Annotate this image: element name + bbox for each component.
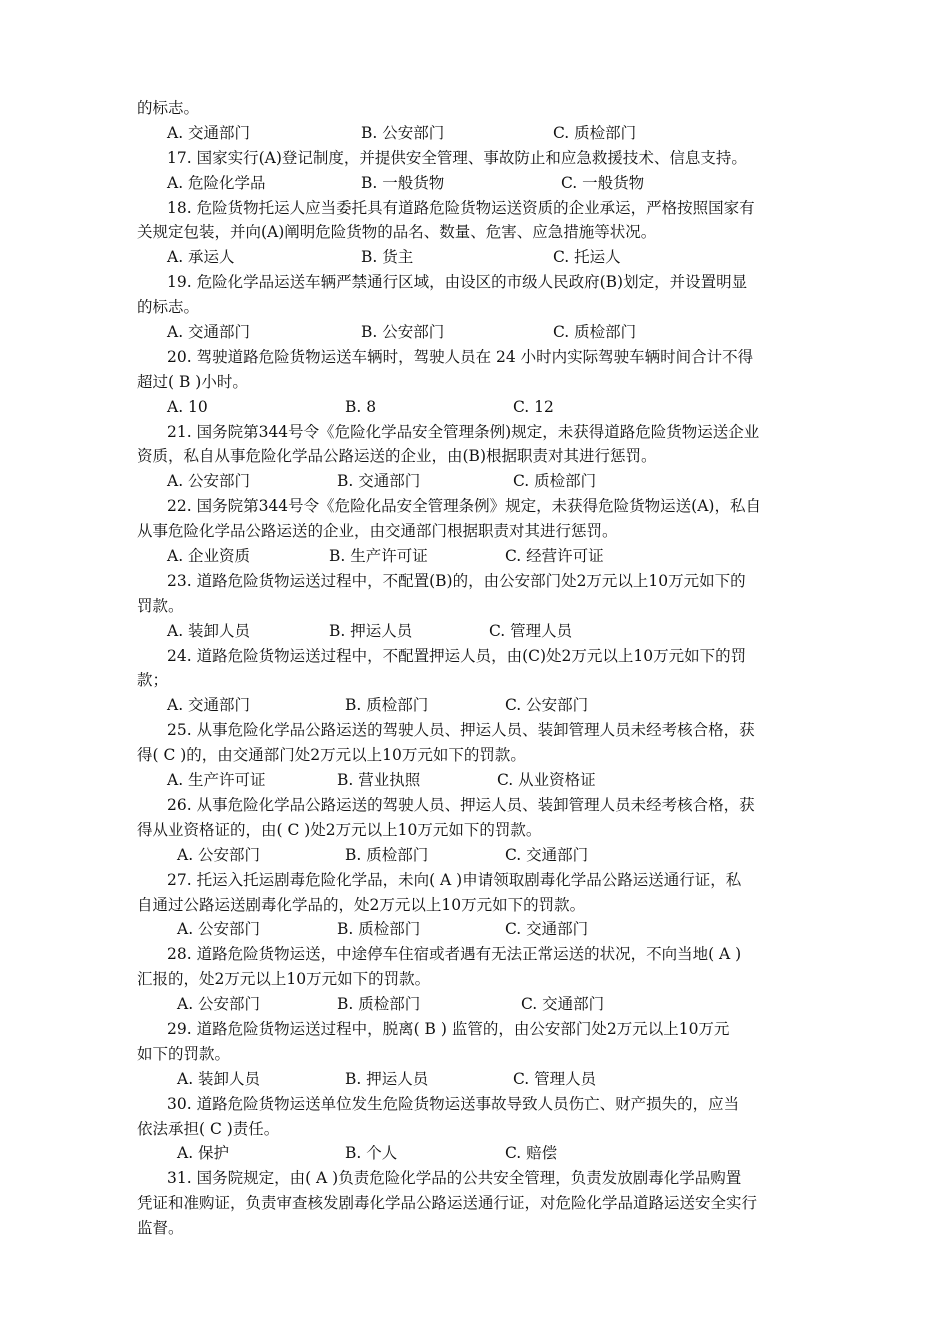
- question-block: [137, 345, 817, 420]
- option-a: A. 10: [167, 397, 208, 416]
- options-row: [137, 1141, 817, 1166]
- option-c: C. 12: [513, 397, 554, 416]
- options-row: [137, 1067, 817, 1092]
- question-text-continued: 依法承担( C )责任。: [137, 1119, 280, 1138]
- question-block: [137, 942, 817, 1017]
- question-text-continued: 自通过公路运送剧毒化学品的，处2万元以上10万元如下的罚款。: [137, 895, 586, 914]
- question-block: [137, 1166, 817, 1241]
- question-text-continued: 关规定包装，并向(A)阐明危险货物的品名、数量、危害、应急措施等状况。: [137, 223, 657, 242]
- question-text: 24. 道路危险货物运送过程中，不配置押运人员，由(C)处2万元以上10万元如下的罚: [167, 646, 747, 665]
- option-b: B. 押运人员: [345, 1069, 429, 1088]
- question-block: [137, 494, 817, 569]
- question-text: 26. 从事危险化学品公路运送的驾驶人员、押运人员、装卸管理人员未经考核合格，获: [167, 795, 755, 814]
- option-b: B. 质检部门: [345, 696, 429, 715]
- options-row: [137, 171, 817, 196]
- option-b: B. 营业执照: [337, 771, 421, 790]
- question-block: [137, 196, 817, 271]
- question-text-continued: 如下的罚款。: [137, 1044, 231, 1063]
- question-text: 21. 国务院第344号令《危险化学品安全管理条例)规定，未获得道路危险货物运送企业: [167, 422, 760, 441]
- question-text: 22. 国务院第344号令《危险化品安全管理条例》规定，未获得危险货物运送(A)，私自: [167, 497, 761, 516]
- question-text-continued: 罚款。: [137, 596, 184, 615]
- question-block: [137, 644, 817, 719]
- options-row: [137, 619, 817, 644]
- option-a: A. 交通部门: [167, 696, 251, 715]
- option-c: C. 管理人员: [489, 621, 573, 640]
- option-b: B. 质检部门: [345, 845, 429, 864]
- option-b: B. 质检部门: [337, 995, 421, 1014]
- option-c: C. 交通部门: [505, 845, 589, 864]
- option-b: B. 公安部门: [361, 323, 445, 342]
- option-b: B. 个人: [345, 1144, 398, 1163]
- option-a: A. 装卸人员: [177, 1069, 261, 1088]
- option-a: A. 公安部门: [177, 845, 261, 864]
- question-text: 25. 从事危险化学品公路运送的驾驶人员、押运人员、装卸管理人员未经考核合格，获: [167, 721, 755, 740]
- question-text: 27. 托运入托运剧毒危险化学品，未向( A )申请领取剧毒化学品公路运送通行证，私: [167, 870, 742, 889]
- question-text: 17. 国家实行(A)登记制度，并提供安全管理、事故防止和应急救援技术、信息支持。: [167, 148, 747, 167]
- option-c: C. 赔偿: [505, 1144, 558, 1163]
- question-text: 20. 驾驶道路危险货物运送车辆时，驾驶人员在 24 小时内实际驾驶车辆时间合计不得: [167, 347, 754, 366]
- option-c: C. 管理人员: [513, 1069, 597, 1088]
- question-text-continued: 凭证和准购证，负责审查核发剧毒化学品公路运送通行证，对危险化学品道路运送安全实行: [137, 1194, 758, 1213]
- option-a: A. 承运人: [167, 248, 235, 267]
- question-text: 的标志。: [137, 99, 200, 117]
- option-b: B. 货主: [361, 248, 414, 267]
- document-body: [137, 96, 817, 1241]
- question-block: [137, 420, 817, 495]
- options-row: [137, 469, 817, 494]
- question-text-continued: 超过( B )小时。: [137, 372, 248, 391]
- options-row: [137, 693, 817, 718]
- question-text-continued: 的标志。: [137, 298, 200, 317]
- option-a: A. 生产许可证: [167, 771, 266, 790]
- question-text-continued: 资质，私自从事危险化学品公路运送的企业，由(B)根据职责对其进行惩罚。: [137, 447, 657, 466]
- option-a: A. 危险化学品: [167, 173, 266, 192]
- option-a: A. 公安部门: [177, 995, 261, 1014]
- question-block: [137, 96, 817, 146]
- question-text: 30. 道路危险货物运送单位发生危险货物运送事故导致人员伤亡、财产损失的，应当: [167, 1094, 740, 1113]
- option-a: A. 保护: [177, 1144, 230, 1163]
- option-c: C. 托运人: [553, 248, 621, 267]
- option-c: C. 公安部门: [505, 696, 589, 715]
- question-text: 29. 道路危险货物运送过程中，脱离( B ) 监管的，由公安部门处2万元以上10万元: [167, 1019, 730, 1038]
- question-text-continued: 款；: [137, 671, 169, 690]
- question-block: [137, 868, 817, 943]
- question-text-continued: 得( C )的，由交通部门处2万元以上10万元如下的罚款。: [137, 746, 526, 765]
- question-block: [137, 1092, 817, 1167]
- option-b: B. 一般货物: [361, 173, 445, 192]
- option-c: C. 一般货物: [561, 173, 645, 192]
- options-row: [137, 395, 817, 420]
- option-c: C. 从业资格证: [497, 771, 596, 790]
- option-b: B. 交通部门: [337, 472, 421, 491]
- question-block: [137, 146, 817, 196]
- question-block: [137, 270, 817, 345]
- option-c: C. 质检部门: [553, 323, 637, 342]
- option-a: A. 公安部门: [167, 472, 251, 491]
- option-c: C. 质检部门: [513, 472, 597, 491]
- option-a: A. 装卸人员: [167, 621, 251, 640]
- option-c: C. 经营许可证: [505, 547, 604, 566]
- question-block: [137, 1017, 817, 1092]
- question-text: 28. 道路危险货物运送，中途停车住宿或者遇有无法正常运送的状况，不向当地( A ): [167, 945, 742, 964]
- option-b: B. 公安部门: [361, 123, 445, 142]
- options-row: [137, 544, 817, 569]
- option-b: B. 生产许可证: [329, 547, 428, 566]
- option-a: A. 交通部门: [167, 123, 251, 142]
- question-text-continued: 得从业资格证的，由( C )处2万元以上10万元如下的罚款。: [137, 820, 542, 839]
- option-c: C. 交通部门: [521, 995, 605, 1014]
- question-block: [137, 569, 817, 644]
- option-a: A. 企业资质: [167, 547, 251, 566]
- option-b: B. 押运人员: [329, 621, 413, 640]
- question-text: 31. 国务院规定，由( A )负责危险化学品的公共安全管理，负责发放剧毒化学品购置: [167, 1169, 742, 1188]
- option-a: A. 公安部门: [177, 920, 261, 939]
- question-text: 23. 道路危险货物运送过程中，不配置(B)的，由公安部门处2万元以上10万元如下的: [167, 571, 746, 590]
- question-text: 19. 危险化学品运送车辆严禁通行区域，由设区的市级人民政府(B)划定，并设置明显: [167, 273, 748, 292]
- question-text-continued: 监督。: [137, 1219, 184, 1238]
- question-text-continued: 汇报的，处2万元以上10万元如下的罚款。: [137, 970, 431, 989]
- question-text-continued: 从事危险化学品公路运送的企业，由交通部门根据职责对其进行惩罚。: [137, 522, 618, 541]
- options-row: [137, 320, 817, 345]
- option-b: B. 8: [345, 397, 377, 416]
- options-row: [137, 121, 817, 146]
- option-b: B. 质检部门: [337, 920, 421, 939]
- option-c: C. 质检部门: [553, 123, 637, 142]
- options-row: [137, 917, 817, 942]
- options-row: [137, 843, 817, 868]
- options-row: [137, 992, 817, 1017]
- options-row: [137, 768, 817, 793]
- option-c: C. 交通部门: [505, 920, 589, 939]
- question-block: [137, 718, 817, 793]
- option-a: A. 交通部门: [167, 323, 251, 342]
- options-row: [137, 245, 817, 270]
- question-block: [137, 793, 817, 868]
- question-text: 18. 危险货物托运人应当委托具有道路危险货物运送资质的企业承运，严格按照国家有: [167, 198, 755, 217]
